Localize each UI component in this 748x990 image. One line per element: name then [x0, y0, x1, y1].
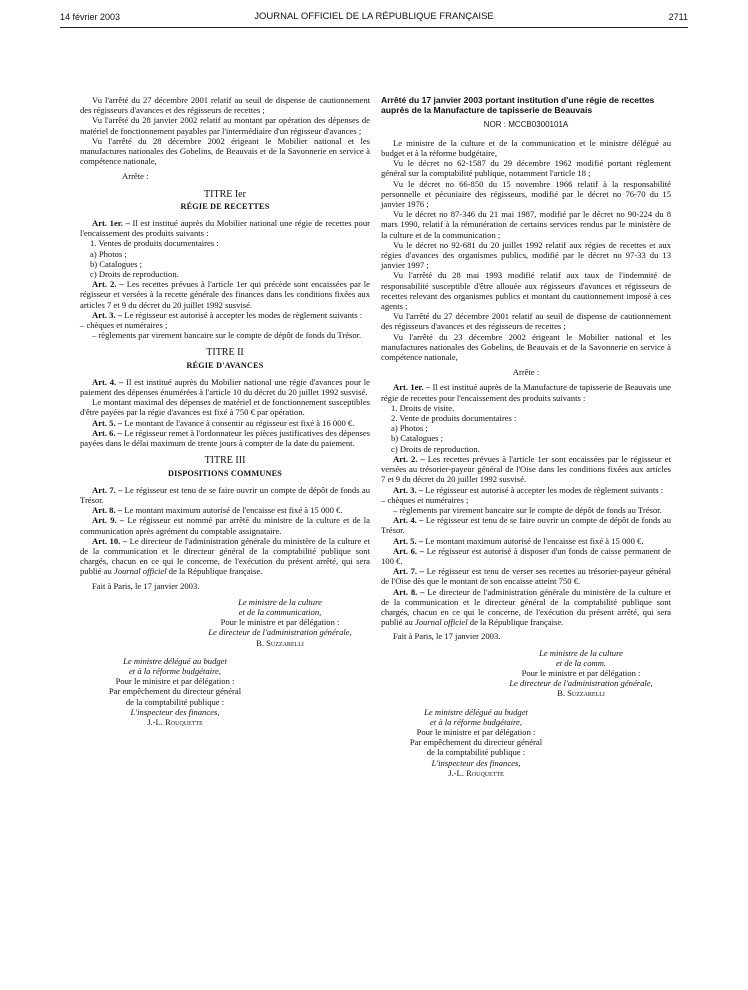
list-item: a) Photos ;: [90, 248, 127, 259]
article-text: Le régisseur est tenu de verser ses recettes au trésorier-payeur général de l'Oise dès que le montant de son encaisse atteint 750 €.: [381, 566, 671, 587]
article-text: Le montant maximum autorisé de l'encaisse est fixé à 15 000 €.: [122, 505, 343, 516]
article-paragraph: Le montant maximal des dépenses de matériel et de fonctionnement susceptibles d'être payées par la régie d'avances est fixé à 750 € par opération.: [80, 397, 370, 418]
arrete-label: Arrête :: [122, 171, 149, 182]
list-item: – règlements par virement bancaire sur le compte de dépôt de fonds du Trésor.: [92, 330, 362, 341]
visa: Vu l'arrêté du 28 décembre 2002 érigeant le Mobilier national et les manufactures nationales des Gobelins, de Beauvais et de la Savonnerie en service à compétence nationale,: [80, 135, 370, 167]
signature-line: Par empêchement du directeur général: [108, 686, 242, 697]
article-number: Art. 8. –: [393, 586, 425, 597]
article: [381, 454, 671, 485]
header-rule: [60, 27, 688, 28]
signature-line: L'inspecteur des finances,: [431, 757, 521, 768]
list-item: a) Photos ;: [391, 423, 428, 434]
signature-line: Le ministre délégué au budget: [424, 706, 528, 717]
article: [381, 515, 671, 535]
titre-heading: TITRE II: [206, 347, 244, 359]
list-item: b) Catalogues ;: [90, 258, 143, 269]
signature-line: Le ministre de la culture: [539, 647, 623, 658]
signatory-name: J.-L. Rouquette: [147, 716, 203, 727]
article-text: Il est institué auprès du Mobilier national une régie d'avances pour le paiement des dépenses énumérées à l'article 10 du décret du 20 juillet 1992 susvisé.: [80, 376, 370, 398]
titre-heading: TITRE Ier: [204, 188, 246, 200]
article: [80, 485, 370, 505]
article-number: Art. 8. –: [92, 505, 123, 516]
article-text: Le régisseur est autorisé à disposer d'un fonds de caisse permanent de 100 €.: [381, 545, 672, 566]
signature-line: L'inspecteur des finances,: [130, 706, 220, 717]
titre-subheading: DISPOSITIONS COMMUNES: [167, 468, 283, 478]
list-item: 1. Ventes de produits documentaires :: [90, 238, 219, 249]
signature-line: de la comptabilité publique :: [426, 747, 526, 758]
article-text: de la République française.: [166, 566, 263, 577]
visa: Vu le décret no 62-1587 du 29 décembre 1962 modifié portant règlement général sur la comptabilité publique, notamment l'article 18 ;: [381, 158, 671, 179]
signature-line: Pour le ministre et par délégation :: [115, 676, 235, 687]
visa: Vu l'arrêté du 28 mai 1993 modifié relatif aux taux de l'indemnité de responsabilité susceptible d'être allouée aux régisseurs d'avances et régisseurs de recettes relevant des organismes publics et montant du cautionnement imposé à ces agents ;: [381, 270, 671, 312]
article: [381, 566, 671, 586]
list-item: – chèques et numéraires ;: [80, 320, 168, 331]
list-item: c) Droits de reproduction.: [391, 443, 480, 454]
signature-line: de la comptabilité publique :: [125, 696, 225, 707]
article: [80, 218, 370, 238]
fait-a-paris: Fait à Paris, le 17 janvier 2003.: [393, 631, 501, 642]
visa: Vu l'arrêté du 28 janvier 2002 relatif au montant par opération des dépenses de matériel de fonctionnement payables par l'intermédiaire d'un régisseur d'avances ;: [80, 115, 370, 136]
signature-line: et de la comm.: [555, 657, 607, 668]
page-header: [60, 12, 688, 26]
header-journal-title: JOURNAL OFFICIEL DE LA RÉPUBLIQUE FRANÇAISE: [254, 11, 494, 22]
article-number: Art. 5. –: [393, 535, 424, 546]
arrete-label: Arrête :: [512, 367, 540, 378]
article-number: Art. 1er. –: [393, 382, 431, 393]
titre-subheading: RÉGIE D'AVANCES: [186, 360, 264, 370]
left-column: [80, 95, 370, 727]
article-text: Le régisseur est tenu de se faire ouvrir un compte de dépôt de fonds au Trésor.: [381, 515, 671, 536]
article-text: Le directeur de l'administration générale du ministère de la culture et de la communication et le directeur général de la comptabilité publique sont chargés, chacun en ce qui le concerne, de l'exécution du présent arrêté, qui sera publié au: [381, 586, 671, 628]
titre-heading: TITRE III: [204, 455, 246, 467]
article-text: de la République française.: [467, 617, 564, 628]
article-number: Art. 6. –: [393, 545, 424, 556]
article-number: Art. 6. –: [92, 427, 123, 438]
nor-reference: NOR : MCCB0300101A: [483, 119, 569, 129]
article-text: Le montant de l'avance à consentir au régisseur est fixé à 16 000 €.: [122, 417, 355, 428]
list-item: 2. Vente de produits documentaires :: [391, 413, 517, 424]
journal-officiel-italic: Journal officiel: [113, 566, 167, 577]
article-number: Art. 4. –: [92, 376, 124, 387]
list-item: – chèques et numéraires ;: [381, 494, 469, 505]
signature-line: et à la réforme budgétaire,: [429, 716, 523, 727]
article: [80, 310, 370, 320]
article-number: Art. 1er. –: [92, 218, 130, 229]
article-text: Les recettes prévues à l'article 1er qui précède sont encaissées par le régisseur et versées à la recette générale des finances dans les conditions fixées aux articles 7 et 9 du décret du 20 juillet 1992 susvisé.: [80, 279, 370, 310]
article-text: Il est institué auprès du Mobilier national une régie de recettes pour l'encaissement des produits suivants :: [80, 218, 370, 239]
decree-title: Arrêté du 17 janvier 2003 portant institution d'une régie de recettes auprès de la Manufacture de tapisserie de Beauvais: [381, 95, 655, 115]
article: [381, 382, 671, 402]
signature-line: et de la communication,: [238, 606, 322, 617]
visa: Vu l'arrêté du 23 décembre 2002 érigeant le Mobilier national et les manufactures nationales des Gobelins, de Beauvais et de la Savonnerie en service à compétence nationale,: [381, 331, 671, 363]
article-text: Le montant maximum autorisé de l'encaisse est fixé à 15 000 €.: [423, 535, 644, 546]
signature-line: et à la réforme budgétaire,: [128, 665, 222, 676]
article: [381, 485, 671, 495]
article: [80, 377, 370, 397]
signature-line: Par empêchement du directeur général: [409, 737, 543, 748]
list-item: – règlements par virement bancaire sur le compte de dépôt de fonds au Trésor.: [393, 504, 662, 515]
article-text: Le régisseur est nommé par arrêté du ministre de la culture et de la communication après agrément du comptable assignataire.: [80, 515, 370, 536]
header-page-number: 2711: [668, 12, 688, 22]
signature-line: Le directeur de l'administration générale,: [208, 627, 352, 638]
article: [381, 546, 671, 566]
article-number: Art. 10. –: [92, 535, 128, 546]
article: [381, 536, 671, 546]
article-number: Art. 3. –: [92, 309, 123, 320]
intro: Le ministre de la culture et de la communication et le ministre délégué au budget et à la réforme budgétaire,: [381, 137, 671, 158]
article-number: Art. 2. –: [393, 453, 425, 464]
article: [80, 279, 370, 310]
article: [80, 515, 370, 535]
article-text: Le directeur de l'administration générale du ministère de la culture et de la communication et le directeur général de la comptabilité publique sont chargés, chacun en ce qui le concerne, de l'exécution du présent arrêté, qui sera publié au: [80, 535, 370, 577]
article-text: Le régisseur est tenu de se faire ouvrir un compte de dépôt de fonds au Trésor.: [80, 484, 370, 505]
article-number: Art. 5. –: [92, 417, 123, 428]
signature-block-budget: [80, 656, 270, 727]
signature-line: Pour le ministre et par délégation :: [521, 667, 641, 678]
signature-block-budget: [381, 707, 571, 778]
signatory-name: B. Suzzarelli: [256, 637, 304, 648]
list-item: b) Catalogues ;: [391, 433, 444, 444]
signature-line: Pour le ministre et par délégation :: [416, 726, 536, 737]
article: [80, 505, 370, 515]
article-number: Art. 4. –: [393, 515, 424, 526]
article-text: Le régisseur remet à l'ordonnateur les pièces justificatives des dépenses payées dans le délai maximum de trente jours à compter de la date du paiement.: [80, 427, 370, 449]
article-number: Art. 7. –: [92, 484, 123, 495]
signatory-name: J.-L. Rouquette: [448, 767, 504, 778]
visa: Vu l'arrêté du 27 décembre 2001 relatif au seuil de dispense de cautionnement des régisseurs d'avances et des régisseurs de recettes ;: [381, 311, 671, 332]
list-item: c) Droits de reproduction.: [90, 269, 179, 280]
article: [80, 418, 370, 428]
article: [80, 428, 370, 448]
article-text: Le régisseur est autorisé à accepter les modes de règlement suivants :: [423, 484, 664, 495]
list-item: 1. Droits de visite.: [391, 402, 455, 413]
signature-line: Le ministre délégué au budget: [123, 655, 227, 666]
article-number: Art. 7. –: [393, 566, 424, 577]
article: [80, 536, 370, 577]
journal-officiel-italic: Journal officiel: [414, 617, 468, 628]
fait-a-paris: Fait à Paris, le 17 janvier 2003.: [92, 580, 200, 591]
signature-block-culture: [190, 597, 370, 648]
right-column: [381, 96, 671, 778]
signature-line: Le ministre de la culture: [238, 596, 322, 607]
header-date: 14 février 2003: [60, 12, 121, 22]
visa: Vu le décret no 66-850 du 15 novembre 1966 relatif à la responsabilité personnelle et pécuniaire des régisseurs, modifié par le décret no 76-70 du 15 janvier 1976 ;: [381, 178, 671, 210]
titre-subheading: RÉGIE DE RECETTES: [180, 201, 270, 211]
article-number: Art. 3. –: [393, 484, 424, 495]
article-text: Le régisseur est autorisé à accepter les modes de règlement suivants :: [122, 309, 363, 320]
signatory-name: B. Suzzarelli: [557, 688, 605, 699]
signature-block-culture: [491, 648, 671, 699]
visa: Vu le décret no 87-346 du 21 mai 1987, modifié par le décret no 90-224 du 8 mars 1990, relatif à la rémunération de certains services rendus par le ministère de la culture et de la communication ;: [381, 209, 671, 240]
visa: Vu le décret no 92-681 du 20 juillet 1992 relatif aux régies de recettes et aux régies d'avances des organismes publics, modifié par le décret no 97-33 du 13 janvier 1997 ;: [381, 239, 671, 271]
signature-line: Pour le ministre et par délégation :: [220, 617, 340, 628]
article-text: Les recettes prévues à l'article 1er sont encaissées par le régisseur et versées au trésorier-payeur général de l'Oise dans les conditions fixées aux articles 7 et 9 du décret du 20 juillet 1992 susvisé.: [381, 453, 671, 485]
visa: Vu l'arrêté du 27 décembre 2001 relatif au seuil de dispense de cautionnement des régisseurs d'avances et des régisseurs de recettes ;: [80, 95, 370, 116]
article: [381, 587, 671, 628]
article-number: Art. 2. –: [92, 279, 124, 290]
article-number: Art. 9. –: [92, 515, 125, 526]
article-text: Il est institué auprès de la Manufacture de tapisserie de Beauvais une régie de recettes pour l'encaissement des produits suivants :: [381, 382, 671, 403]
signature-line: Le directeur de l'administration générale,: [509, 678, 653, 689]
